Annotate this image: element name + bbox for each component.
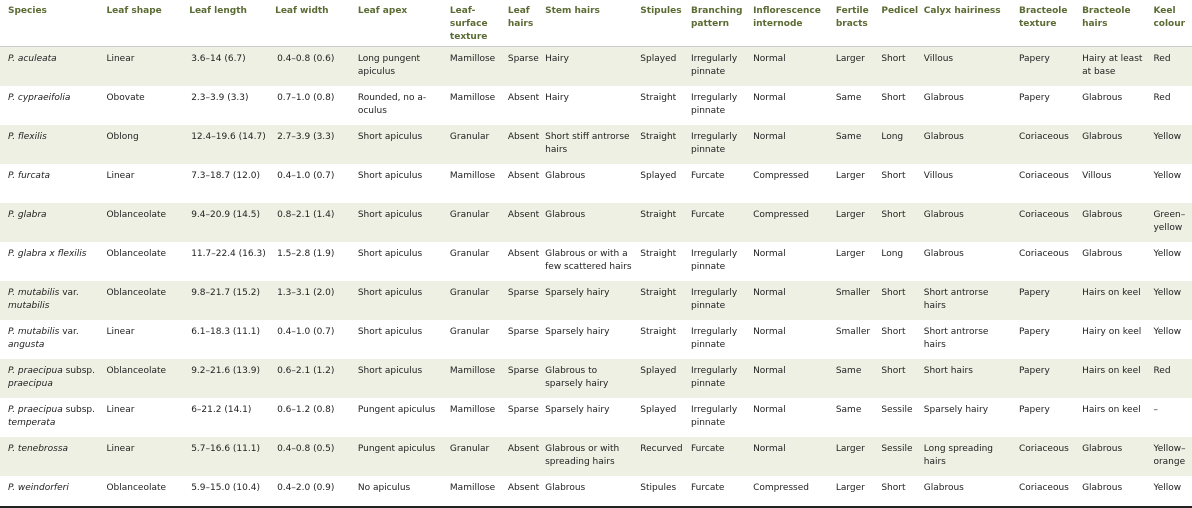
cell-bracteole-texture: Papery: [1018, 54, 1050, 64]
cell-stipules: Straight: [640, 326, 677, 337]
cell-stem-hairs: Hairy: [545, 92, 569, 103]
table-row: [0, 86, 1192, 125]
header-row: [0, 0, 1192, 47]
cell-leaf-hairs: Sparse: [507, 54, 539, 64]
cell-leaf-width: 0.7–1.0 (0.8): [277, 92, 335, 103]
cell-stipules: Straight: [640, 248, 677, 259]
cell-fertile-bracts: Larger: [835, 209, 865, 220]
cell-pedicel: Short: [881, 92, 906, 103]
table-row: [0, 398, 1192, 437]
cell-leaf-apex: Short apiculus: [357, 248, 423, 259]
cell-branching-pattern: Furcate: [690, 443, 725, 454]
cell-branching-pattern: Furcate: [690, 482, 725, 493]
cell-calyx-hairiness: Short hairs: [923, 365, 973, 376]
col-header-leaf-length: Leaf length: [185, 0, 271, 47]
cell-leaf-apex: Long pungent apiculus: [357, 54, 421, 77]
table-row: [0, 164, 1192, 203]
cell-bracteole-hairs: Glabrous: [1082, 131, 1123, 142]
cell-leaf-length: 6.1–18.3 (11.1): [191, 326, 260, 337]
cell-keel-colour: Yellow: [1153, 287, 1182, 298]
cell-calyx-hairiness: Long spreading hairs: [923, 443, 993, 467]
species-name-part: P. weindorferi: [8, 482, 69, 493]
col-header-leaf-shape: Leaf shape: [102, 0, 185, 47]
cell-branching-pattern: Irregularly pinnate: [690, 365, 738, 389]
cell-bracteole-texture: Coriaceous: [1018, 209, 1069, 220]
cell-branching-pattern: Furcate: [690, 209, 725, 220]
cell-stipules: Splayed: [640, 365, 677, 376]
cell-leaf-apex: Short apiculus: [357, 287, 423, 298]
cell-bracteole-texture: Papery: [1018, 287, 1050, 298]
cell-leaf-hairs: Sparse: [507, 326, 539, 337]
cell-calyx-hairiness: Sparsely hairy: [923, 404, 989, 415]
cell-bracteole-texture: Coriaceous: [1018, 248, 1069, 259]
cell-fertile-bracts: Larger: [835, 443, 865, 454]
species-name-part: subsp.: [62, 404, 95, 415]
cell-leaf-hairs: Sparse: [507, 404, 539, 415]
cell-bracteole-hairs: Glabrous: [1082, 92, 1123, 103]
cell-inflorescence-internode: Compressed: [753, 482, 810, 493]
cell-leaf-width: 1.3–3.1 (2.0): [277, 287, 335, 298]
cell-bracteole-hairs: Glabrous: [1082, 248, 1123, 259]
cell-leaf-apex: Short apiculus: [357, 131, 423, 142]
cell-fertile-bracts: Larger: [835, 170, 865, 181]
cell-leaf-surface-texture: Mamillose: [449, 365, 496, 376]
species-name-part: P. glabra: [8, 209, 47, 220]
cell-inflorescence-internode: Normal: [753, 326, 786, 337]
cell-leaf-width: 1.5–2.8 (1.9): [277, 248, 335, 259]
cell-pedicel: Long: [881, 131, 904, 142]
cell-fertile-bracts: Larger: [835, 248, 865, 259]
cell-stem-hairs: Glabrous: [545, 170, 586, 181]
col-header-inflorescence-internode: Inflorescence internode: [749, 0, 832, 47]
cell-leaf-length: 11.7–22.4 (16.3): [191, 248, 266, 259]
cell-leaf-shape: Obovate: [106, 92, 145, 103]
cell-bracteole-texture: Coriaceous: [1018, 443, 1069, 454]
cell-leaf-surface-texture: Mamillose: [449, 92, 496, 103]
cell-pedicel: Sessile: [881, 443, 913, 454]
cell-keel-colour: Yellow: [1153, 482, 1182, 493]
cell-keel-colour: Green–yellow: [1153, 209, 1186, 233]
cell-pedicel: Short: [881, 326, 906, 337]
cell-bracteole-texture: Coriaceous: [1018, 170, 1069, 181]
species-name-part: P. mutabilis: [8, 287, 60, 298]
cell-leaf-width: 0.4–0.8 (0.5): [277, 443, 335, 454]
cell-branching-pattern: Furcate: [690, 170, 725, 181]
cell-calyx-hairiness: Villous: [923, 170, 954, 181]
cell-leaf-shape: Oblanceolate: [106, 287, 167, 298]
cell-calyx-hairiness: Short antrorse hairs: [923, 287, 989, 311]
table-row: [0, 242, 1192, 281]
cell-pedicel: Short: [881, 365, 906, 376]
col-header-species: Species: [0, 0, 102, 47]
cell-branching-pattern: Irregularly pinnate: [690, 404, 738, 428]
cell-inflorescence-internode: Normal: [753, 248, 786, 259]
cell-stem-hairs: Sparsely hairy: [545, 404, 610, 415]
cell-fertile-bracts: Same: [835, 404, 862, 415]
cell-leaf-apex: Pungent apiculus: [357, 404, 436, 415]
col-header-stipules: Stipules: [636, 0, 687, 47]
cell-branching-pattern: Irregularly pinnate: [690, 54, 738, 77]
species-name-part: praecipua: [8, 378, 53, 389]
cell-leaf-length: 9.2–21.6 (13.9): [191, 365, 260, 376]
cell-leaf-surface-texture: Granular: [449, 287, 490, 298]
cell-leaf-length: 7.3–18.7 (12.0): [191, 170, 260, 181]
cell-inflorescence-internode: Normal: [753, 404, 786, 415]
cell-leaf-width: 0.6–1.2 (0.8): [277, 404, 335, 415]
cell-stem-hairs: Glabrous: [545, 209, 586, 220]
cell-stem-hairs: Glabrous or with a few scattered hairs: [545, 248, 632, 272]
cell-leaf-surface-texture: Mamillose: [449, 404, 496, 415]
cell-bracteole-texture: Papery: [1018, 326, 1050, 337]
cell-stipules: Splayed: [640, 404, 677, 415]
table-body: [0, 47, 1192, 507]
table-row: [0, 320, 1192, 359]
cell-keel-colour: Yellow: [1153, 131, 1182, 142]
table-row: [0, 203, 1192, 242]
table-row: [0, 437, 1192, 476]
cell-leaf-surface-texture: Granular: [449, 443, 490, 454]
cell-fertile-bracts: Smaller: [835, 326, 871, 337]
cell-leaf-hairs: Absent: [507, 92, 540, 103]
species-name-part: angusta: [8, 339, 45, 350]
table-row: [0, 359, 1192, 398]
species-name-part: P. flexilis: [8, 131, 47, 142]
cell-calyx-hairiness: Glabrous: [923, 92, 964, 103]
col-header-branching-pattern: Branching pattern: [687, 0, 749, 47]
species-name-part: P. aculeata: [8, 54, 57, 64]
cell-leaf-shape: Oblanceolate: [106, 365, 167, 376]
cell-keel-colour: Yellow: [1153, 248, 1182, 259]
cell-leaf-hairs: Sparse: [507, 365, 539, 376]
cell-leaf-hairs: Sparse: [507, 287, 539, 298]
cell-leaf-surface-texture: Granular: [449, 131, 490, 142]
cell-species: [0, 476, 102, 507]
cell-leaf-length: 12.4–19.6 (14.7): [191, 131, 266, 142]
species-name-part: P. tenebrossa: [8, 443, 69, 454]
cell-leaf-hairs: Absent: [507, 209, 540, 220]
cell-keel-colour: –: [1153, 404, 1158, 415]
cell-calyx-hairiness: Glabrous: [923, 482, 964, 493]
col-header-leaf-apex: Leaf apex: [354, 0, 446, 47]
cell-species: [0, 47, 102, 86]
cell-stem-hairs: Glabrous to sparsely hairy: [545, 365, 609, 389]
cell-leaf-shape: Oblanceolate: [106, 482, 167, 493]
cell-pedicel: Short: [881, 54, 906, 64]
cell-species: [0, 320, 102, 359]
col-header-fertile-bracts: Fertile bracts: [832, 0, 878, 47]
cell-leaf-surface-texture: Granular: [449, 326, 490, 337]
cell-keel-colour: Yellow: [1153, 326, 1182, 337]
cell-bracteole-hairs: Glabrous: [1082, 443, 1123, 454]
cell-stipules: Stipules: [640, 482, 677, 493]
species-name-part: temperata: [8, 417, 56, 428]
cell-leaf-apex: Rounded, no a-oculus: [357, 92, 427, 116]
cell-leaf-length: 3.6–14 (6.7): [191, 54, 246, 64]
cell-leaf-length: 5.7–16.6 (11.1): [191, 443, 260, 454]
cell-inflorescence-internode: Compressed: [753, 209, 810, 220]
cell-bracteole-hairs: Hairs on keel: [1082, 365, 1141, 376]
cell-leaf-length: 5.9–15.0 (10.4): [191, 482, 260, 493]
cell-stem-hairs: Glabrous or with spreading hairs: [545, 443, 620, 467]
col-header-bracteole-texture: Bracteole texture: [1015, 0, 1078, 47]
cell-stipules: Straight: [640, 131, 677, 142]
cell-inflorescence-internode: Normal: [753, 365, 786, 376]
cell-calyx-hairiness: Glabrous: [923, 209, 964, 220]
cell-species: [0, 281, 102, 320]
cell-leaf-apex: Short apiculus: [357, 365, 423, 376]
cell-stipules: Recurved: [640, 443, 683, 454]
cell-keel-colour: Yellow–orange: [1153, 443, 1186, 467]
cell-bracteole-hairs: Hairy at least at base: [1082, 54, 1143, 77]
table-row: [0, 125, 1192, 164]
cell-stipules: Splayed: [640, 170, 677, 181]
cell-stem-hairs: Short stiff antrorse hairs: [545, 131, 630, 155]
cell-leaf-hairs: Absent: [507, 131, 540, 142]
cell-pedicel: Short: [881, 209, 906, 220]
cell-inflorescence-internode: Normal: [753, 54, 786, 64]
cell-leaf-shape: Oblong: [106, 131, 139, 142]
cell-calyx-hairiness: Glabrous: [923, 248, 964, 259]
cell-stem-hairs: Hairy: [545, 54, 569, 64]
cell-pedicel: Short: [881, 287, 906, 298]
cell-leaf-surface-texture: Mamillose: [449, 482, 496, 493]
cell-bracteole-texture: Coriaceous: [1018, 482, 1069, 493]
table-row: [0, 47, 1192, 86]
cell-species: [0, 203, 102, 242]
cell-bracteole-texture: Papery: [1018, 404, 1050, 415]
cell-leaf-width: 0.4–0.8 (0.6): [277, 54, 335, 64]
cell-leaf-length: 9.4–20.9 (14.5): [191, 209, 260, 220]
species-name-part: var.: [59, 287, 79, 298]
cell-leaf-surface-texture: Granular: [449, 209, 490, 220]
cell-branching-pattern: Irregularly pinnate: [690, 326, 738, 350]
cell-inflorescence-internode: Normal: [753, 443, 786, 454]
cell-inflorescence-internode: Normal: [753, 287, 786, 298]
cell-leaf-hairs: Absent: [507, 170, 540, 181]
cell-species: [0, 86, 102, 125]
cell-leaf-surface-texture: Mamillose: [449, 54, 496, 64]
cell-leaf-width: 0.4–1.0 (0.7): [277, 170, 335, 181]
cell-keel-colour: Red: [1153, 365, 1171, 376]
col-header-stem-hairs: Stem hairs: [541, 0, 636, 47]
cell-bracteole-hairs: Glabrous: [1082, 209, 1123, 220]
cell-inflorescence-internode: Normal: [753, 92, 786, 103]
cell-bracteole-hairs: Hairy on keel: [1082, 326, 1142, 337]
cell-leaf-width: 0.6–2.1 (1.2): [277, 365, 335, 376]
cell-leaf-length: 6–21.2 (14.1): [191, 404, 252, 415]
cell-leaf-shape: Oblanceolate: [106, 209, 167, 220]
cell-pedicel: Sessile: [881, 404, 913, 415]
cell-stem-hairs: Sparsely hairy: [545, 326, 610, 337]
cell-leaf-width: 0.8–2.1 (1.4): [277, 209, 335, 220]
cell-bracteole-texture: Papery: [1018, 365, 1050, 376]
cell-leaf-shape: Linear: [106, 170, 135, 181]
species-name-part: P. praecipua: [8, 404, 63, 415]
cell-stipules: Straight: [640, 287, 677, 298]
cell-inflorescence-internode: Compressed: [753, 170, 810, 181]
cell-pedicel: Short: [881, 482, 906, 493]
cell-stipules: Straight: [640, 209, 677, 220]
cell-calyx-hairiness: Glabrous: [923, 131, 964, 142]
cell-fertile-bracts: Same: [835, 92, 862, 103]
col-header-leaf-hairs: Leaf hairs: [504, 0, 541, 47]
cell-leaf-width: 0.4–2.0 (0.9): [277, 482, 335, 493]
cell-leaf-width: 2.7–3.9 (3.3): [277, 131, 335, 142]
table-row: [0, 281, 1192, 320]
cell-leaf-shape: Linear: [106, 404, 135, 415]
cell-bracteole-hairs: Hairs on keel: [1082, 404, 1141, 415]
cell-stem-hairs: Glabrous: [545, 482, 586, 493]
cell-leaf-apex: Pungent apiculus: [357, 443, 436, 454]
col-header-leaf-surface-texture: Leaf-surface texture: [446, 0, 504, 47]
cell-species: [0, 242, 102, 281]
cell-leaf-surface-texture: Mamillose: [449, 170, 496, 181]
cell-branching-pattern: Irregularly pinnate: [690, 248, 738, 272]
cell-species: [0, 437, 102, 476]
cell-branching-pattern: Irregularly pinnate: [690, 92, 738, 116]
cell-inflorescence-internode: Normal: [753, 131, 786, 142]
cell-stipules: Splayed: [640, 54, 677, 64]
cell-species: [0, 164, 102, 203]
col-header-pedicel: Pedicel: [877, 0, 919, 47]
cell-leaf-hairs: Absent: [507, 248, 540, 259]
col-header-keel-colour: Keel colour: [1149, 0, 1192, 47]
cell-leaf-apex: No apiculus: [357, 482, 411, 493]
col-header-bracteole-hairs: Bracteole hairs: [1078, 0, 1149, 47]
cell-fertile-bracts: Smaller: [835, 287, 871, 298]
cell-leaf-shape: Oblanceolate: [106, 248, 167, 259]
cell-calyx-hairiness: Villous: [923, 54, 954, 64]
cell-stipules: Straight: [640, 92, 677, 103]
cell-bracteole-hairs: Hairs on keel: [1082, 287, 1141, 298]
cell-branching-pattern: Irregularly pinnate: [690, 131, 738, 155]
cell-bracteole-hairs: Villous: [1082, 170, 1112, 181]
cell-keel-colour: Red: [1153, 92, 1171, 103]
cell-leaf-surface-texture: Granular: [449, 248, 490, 259]
cell-leaf-hairs: Absent: [507, 482, 540, 493]
cell-leaf-apex: Short apiculus: [357, 170, 423, 181]
cell-species: [0, 125, 102, 164]
cell-fertile-bracts: Same: [835, 365, 862, 376]
cell-leaf-shape: Linear: [106, 326, 135, 337]
species-name-part: mutabilis: [8, 300, 50, 311]
cell-fertile-bracts: Larger: [835, 54, 865, 64]
cell-fertile-bracts: Same: [835, 131, 862, 142]
cell-branching-pattern: Irregularly pinnate: [690, 287, 738, 311]
species-name-part: P. mutabilis: [8, 326, 60, 337]
cell-fertile-bracts: Larger: [835, 482, 865, 493]
species-name-part: P. glabra x flexilis: [8, 248, 87, 259]
cell-bracteole-hairs: Glabrous: [1082, 482, 1123, 493]
cell-leaf-shape: Linear: [106, 443, 135, 454]
cell-keel-colour: Yellow: [1153, 170, 1182, 181]
cell-leaf-apex: Short apiculus: [357, 326, 423, 337]
cell-leaf-apex: Short apiculus: [357, 209, 423, 220]
cell-leaf-shape: Linear: [106, 54, 135, 64]
col-header-calyx-hairiness: Calyx hairiness: [920, 0, 1015, 47]
cell-leaf-length: 9.8–21.7 (15.2): [191, 287, 260, 298]
cell-pedicel: Long: [881, 248, 904, 259]
species-name-part: subsp.: [62, 365, 95, 376]
cell-pedicel: Short: [881, 170, 906, 181]
species-name-part: P. furcata: [8, 170, 50, 181]
cell-bracteole-texture: Papery: [1018, 92, 1050, 103]
cell-keel-colour: Red: [1153, 54, 1171, 64]
cell-species: [0, 398, 102, 437]
species-name-part: P. praecipua: [8, 365, 63, 376]
cell-leaf-length: 2.3–3.9 (3.3): [191, 92, 249, 103]
col-header-leaf-width: Leaf width: [271, 0, 354, 47]
cell-leaf-width: 0.4–1.0 (0.7): [277, 326, 335, 337]
species-name-part: var.: [59, 326, 79, 337]
cell-calyx-hairiness: Short antrorse hairs: [923, 326, 989, 350]
cell-stem-hairs: Sparsely hairy: [545, 287, 610, 298]
cell-leaf-hairs: Absent: [507, 443, 540, 454]
species-name-part: P. cypraeifolia: [8, 92, 71, 103]
table-row: [0, 476, 1192, 507]
cell-species: [0, 359, 102, 398]
cell-bracteole-texture: Coriaceous: [1018, 131, 1069, 142]
